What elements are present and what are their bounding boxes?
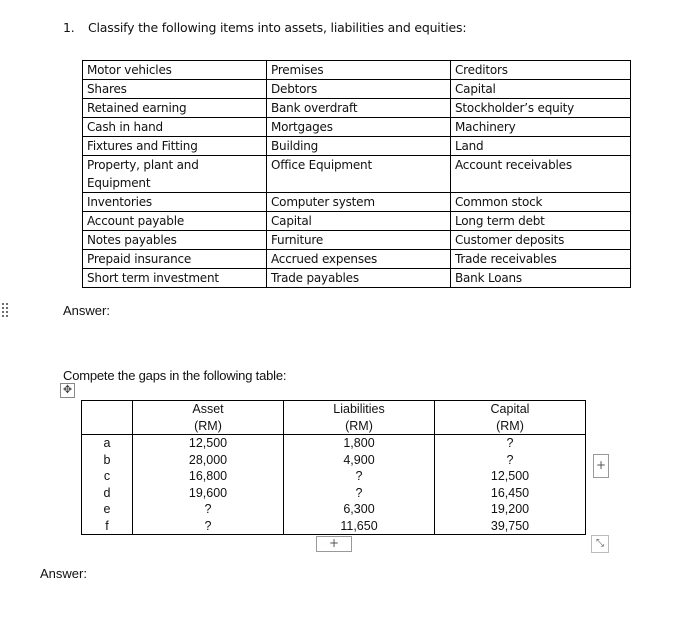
- classify-cell: Debtors: [267, 80, 451, 99]
- add-column-plus-icon[interactable]: +: [593, 454, 609, 478]
- classify-cell: Computer system: [267, 193, 451, 212]
- classify-cell: Building: [267, 137, 451, 156]
- classify-row: [83, 156, 631, 193]
- classify-cell: Accrued expenses: [267, 250, 451, 269]
- gaps-cell: ?: [204, 502, 212, 516]
- gaps-cell: ?: [506, 436, 514, 450]
- classify-cell: Customer deposits: [451, 231, 631, 250]
- gaps-row-label: a: [103, 436, 111, 450]
- gaps-value-column: [284, 435, 435, 535]
- answer-label-2: Answer:: [40, 566, 87, 581]
- classify-cell: Notes payables: [83, 231, 267, 250]
- classify-cell: Capital: [451, 80, 631, 99]
- classify-cell: Stockholder’s equity: [451, 99, 631, 118]
- gaps-value-column: [133, 435, 284, 535]
- classify-cell: Premises: [267, 61, 451, 80]
- gaps-row-label: e: [103, 502, 111, 516]
- classify-cell: Bank Loans: [451, 269, 631, 288]
- classify-row: [83, 250, 631, 269]
- classify-cell: Capital: [267, 212, 451, 231]
- gaps-row-label: b: [103, 452, 111, 467]
- classify-cell: Land: [451, 137, 631, 156]
- classify-cell: Trade receivables: [451, 250, 631, 269]
- classification-table: [82, 60, 631, 288]
- gaps-cell: 16,450: [490, 485, 530, 500]
- classify-cell: Fixtures and Fitting: [83, 137, 267, 156]
- classify-cell: Property, plant and Equipment: [83, 156, 267, 193]
- answer-label-1: Answer:: [63, 303, 110, 318]
- gaps-header-cell: Capital (RM): [435, 401, 586, 435]
- classify-cell: Furniture: [267, 231, 451, 250]
- gaps-cell: 1,800: [343, 436, 375, 450]
- add-row-plus-icon[interactable]: +: [316, 536, 352, 552]
- gaps-cell: 19,600: [188, 485, 228, 500]
- classify-row: [83, 137, 631, 156]
- gaps-cell: 28,000: [188, 452, 228, 467]
- gaps-cell: 12,500: [188, 436, 228, 450]
- classify-row: [83, 80, 631, 99]
- classify-cell: Prepaid insurance: [83, 250, 267, 269]
- classify-cell: Shares: [83, 80, 267, 99]
- gaps-cell: 19,200: [490, 502, 530, 516]
- classify-cell: Retained earning: [83, 99, 267, 118]
- gaps-cell: ?: [355, 485, 363, 500]
- gaps-cell: 6,300: [343, 502, 375, 516]
- gaps-cell: ?: [506, 452, 514, 467]
- table-move-handle-icon[interactable]: ✥: [60, 383, 75, 398]
- classify-cell: Creditors: [451, 61, 631, 80]
- gaps-cell: 16,800: [188, 469, 228, 483]
- table-resize-handle-icon[interactable]: ⤡: [591, 535, 609, 553]
- classify-row: [83, 99, 631, 118]
- question-text: Classify the following items into assets, liabilities and equities:: [88, 20, 467, 35]
- gaps-cell: 4,900: [343, 452, 375, 467]
- classify-row: [83, 193, 631, 212]
- gaps-header-blank: [82, 401, 133, 435]
- paragraph-drag-handle-icon[interactable]: [1, 302, 9, 318]
- gaps-cell: ?: [355, 469, 363, 483]
- classify-cell: Bank overdraft: [267, 99, 451, 118]
- gaps-row-label: c: [103, 469, 111, 483]
- classify-cell: Short term investment: [83, 269, 267, 288]
- classify-row: [83, 269, 631, 288]
- classify-cell: Trade payables: [267, 269, 451, 288]
- classify-cell: Inventories: [83, 193, 267, 212]
- gaps-cell: 12,500: [490, 469, 530, 483]
- question-number: 1.: [63, 20, 75, 35]
- classify-cell: Common stock: [451, 193, 631, 212]
- classify-row: [83, 212, 631, 231]
- classify-cell: Office Equipment: [267, 156, 451, 193]
- gaps-header-cell: Asset (RM): [133, 401, 284, 435]
- gaps-header-row: [82, 401, 586, 435]
- classify-row: [83, 61, 631, 80]
- gaps-row-label: d: [103, 485, 111, 500]
- classify-cell: Motor vehicles: [83, 61, 267, 80]
- classify-row: [83, 118, 631, 137]
- gaps-label-column: [82, 435, 133, 535]
- classify-row: [83, 231, 631, 250]
- gaps-cell: ?: [204, 518, 212, 533]
- classify-cell: Account payable: [83, 212, 267, 231]
- classify-cell: Account receivables: [451, 156, 631, 193]
- gaps-cell: 11,650: [340, 518, 378, 533]
- gaps-value-column: [435, 435, 586, 535]
- classify-cell: Mortgages: [267, 118, 451, 137]
- classify-cell: Machinery: [451, 118, 631, 137]
- gaps-instruction: Compete the gaps in the following table:: [63, 368, 287, 383]
- gaps-cell: 39,750: [490, 518, 530, 533]
- gaps-table: [81, 400, 586, 535]
- gaps-body-row: [82, 435, 586, 535]
- gaps-header-cell: Liabilities (RM): [284, 401, 435, 435]
- classify-cell: Cash in hand: [83, 118, 267, 137]
- classify-cell: Long term debt: [451, 212, 631, 231]
- gaps-row-label: f: [105, 518, 109, 533]
- question-1: [63, 20, 466, 35]
